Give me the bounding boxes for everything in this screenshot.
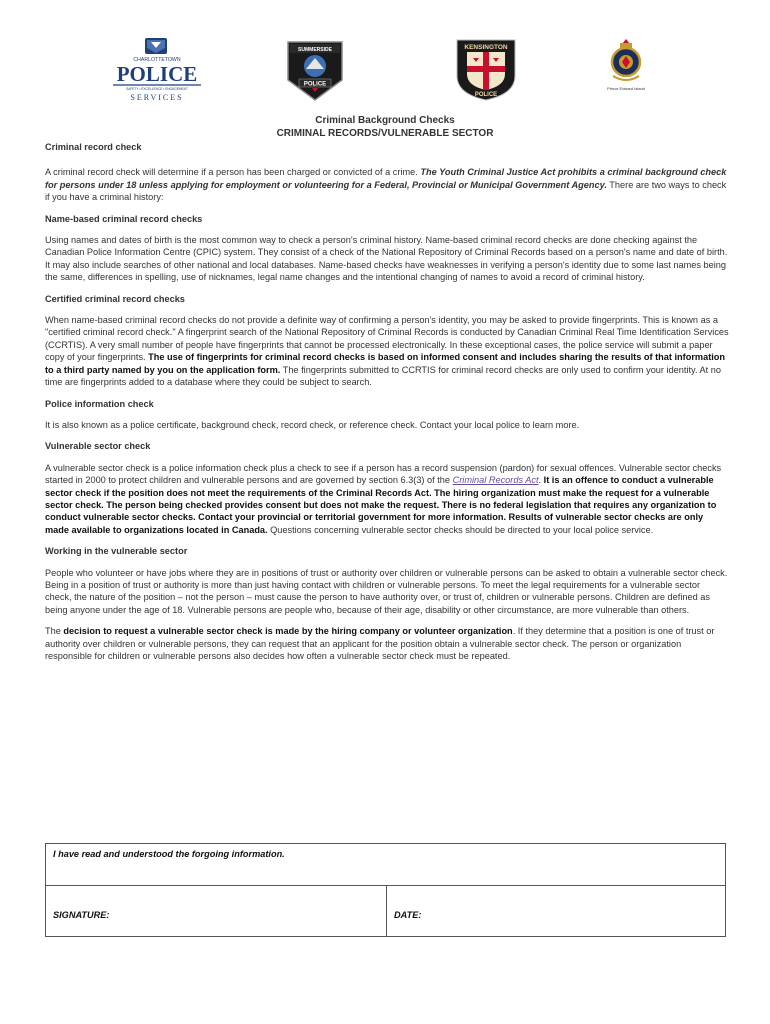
acknowledgement-row bbox=[46, 844, 725, 886]
criminal-records-act-link[interactable]: Criminal Records Act bbox=[452, 475, 539, 486]
heading-certified: Certified criminal record checks bbox=[45, 293, 185, 304]
decision-emphasis: decision to request a vulnerable sector check is made by the hiring company or volunteer organization bbox=[63, 626, 513, 637]
summerside-top-text: SUMMERSIDE bbox=[298, 47, 332, 53]
title-line-1: Criminal Background Checks bbox=[315, 115, 455, 126]
paragraph-working-2 bbox=[45, 625, 729, 662]
text-span: . If they determine that a position is one of trust or authority over children or vulnerable persons, they can request that an applicant for the position obtain a vulnerable sector check. The person or organization responsible for children or vulnerable persons also decides how often a vulnerable sector check must be repeated. bbox=[45, 626, 715, 661]
signature-box bbox=[45, 843, 726, 937]
paragraph-vulnerable-sector bbox=[45, 462, 729, 536]
kensington-police-logo bbox=[453, 36, 519, 102]
heading-working-vulnerable: Working in the vulnerable sector bbox=[45, 546, 188, 557]
paragraph-certified bbox=[45, 314, 729, 388]
text-span: . bbox=[538, 475, 544, 486]
kensington-bottom-text: POLICE bbox=[474, 92, 498, 98]
heading-police-information: Police information check bbox=[45, 398, 154, 409]
heading-vulnerable-sector: Vulnerable sector check bbox=[45, 441, 151, 452]
youth-act-emphasis: The Youth Criminal Justice Act prohibits a criminal background check for persons under 18 unless applying for employment or volunteering for a Federal, Provincial or Municipal Government Agency. bbox=[45, 167, 727, 190]
text-span: The fingerprints submitted to CCRTIS for criminal record checks are only used to confirm your identity. At no time are fingerprints added to a database where they could be subject to search. bbox=[45, 364, 722, 388]
paragraph-police-information: It is also known as a police certificate, background check, record check, or reference check. Contact your local police to learn more. bbox=[45, 419, 580, 430]
charlottetown-police-logo bbox=[105, 36, 209, 102]
date-label: DATE: bbox=[394, 910, 422, 920]
text-span: A vulnerable sector check is a police information check plus a check to see if a person has a record suspension (pardon) for sexual offences. Vulnerable sector checks started in 2000 to protect children and vulnerable persons and are governed by section 6.3(3) of the bbox=[45, 462, 722, 486]
document-title bbox=[0, 114, 770, 140]
pei-caption: Prince Edward Island bbox=[607, 86, 645, 91]
logo-strip bbox=[0, 36, 770, 112]
acknowledgement-text: I have read and understood the forgoing information. bbox=[53, 849, 285, 859]
heading-criminal-record-check: Criminal record check bbox=[45, 142, 142, 152]
document-body bbox=[45, 141, 729, 671]
heading-name-based: Name-based criminal record checks bbox=[45, 213, 203, 224]
text-span: A criminal record check will determine if a person has been charged or convicted of a crime. bbox=[45, 167, 421, 178]
crest-icon bbox=[145, 38, 167, 54]
offence-emphasis: It is an offence to conduct a vulnerable sector check if the position does not meet the requirements of the Criminal Records Act. The hiring organization must make the request for a vulnerable sector check. The person being checked provides consent but does not make the request. There is no federal legislation that requires any organization to conduct vulnerable sector checks. Contact your provincial or territorial government for more information. Results of vulnerable sector checks are only made available to organizations located in Canada. bbox=[45, 475, 717, 535]
informed-consent-emphasis: The use of fingerprints for criminal record checks is based on informed consent and includes sharing the results of that information to a third party named by you on the application form. bbox=[45, 352, 726, 375]
text-span: The bbox=[45, 626, 64, 637]
police-wordmark: POLICE bbox=[116, 62, 198, 86]
text-span: When name-based criminal record checks do not provide a definite way of confirming a person's identity, you may be asked to provide fingerprints. This is known as a "certified criminal record check." A fingerprint search of the National Repository of Criminal Records is conducted by Canadian Criminal Real Time Identification Services (CCRTIS). A very small number of people have fingerprints that cannot be processed electronically. In these exceptional cases, the police service will submit a paper copy of your fingerprints. bbox=[45, 315, 729, 363]
paragraph-working-1: People who volunteer or have jobs where they are in positions of trust or authority over children or vulnerable persons can be asked to obtain a vulnerable sector check. Being in a position of trust or authority is more than just having contact with children or vulnerable persons. To meet the legal requirements for a vulnerable sector check, the nature of the position – not the person – must cause the person to have authority over, or trust of, children or vulnerable persons. Children are defined as being anyone under the age of 18. Vulnerable persons are people who, because of their age, disability or other circumstance, are more vulnerable than others. bbox=[45, 567, 728, 615]
rcmp-crest-icon bbox=[612, 39, 640, 80]
paragraph-criminal-record bbox=[45, 166, 729, 203]
signature-date-row bbox=[46, 886, 725, 936]
tagline-text: SAFETY • EXCELLENCE • ENGAGEMENT bbox=[126, 87, 188, 91]
kensington-top-text: KENSINGTON bbox=[464, 44, 508, 51]
rcmp-pei-logo bbox=[605, 36, 647, 96]
summerside-police-logo bbox=[284, 36, 346, 102]
text-span: Questions concerning vulnerable sector checks should be directed to your local police service. bbox=[267, 524, 654, 535]
charlottetown-small-text: CHARLOTTETOWN bbox=[133, 57, 181, 63]
paragraph-name-based: Using names and dates of birth is the most common way to check a person's criminal history. Name-based criminal record checks are done checking against the Canadian Police Information Centre (CPIC) system. They consist of a check of the National Repository of Criminal Records based on a person's name and date of birth. It may also include searches of other national and local databases. Name-based checks have weaknesses in verifying a person's identity due to some last names being the same, differences in spelling, use of nicknames, legal name changes and the intentional changing of names to avoid a record of criminal history. bbox=[45, 235, 728, 283]
services-text: SERVICES bbox=[130, 93, 184, 102]
signature-label: SIGNATURE: bbox=[53, 910, 110, 920]
date-field[interactable] bbox=[387, 886, 725, 936]
summerside-bottom-text: POLICE bbox=[303, 81, 327, 88]
signature-field[interactable] bbox=[46, 886, 387, 936]
text-span: There are two ways to check if you have a criminal history: bbox=[45, 179, 727, 203]
title-line-2: CRIMINAL RECORDS/VULNERABLE SECTOR bbox=[276, 128, 494, 139]
